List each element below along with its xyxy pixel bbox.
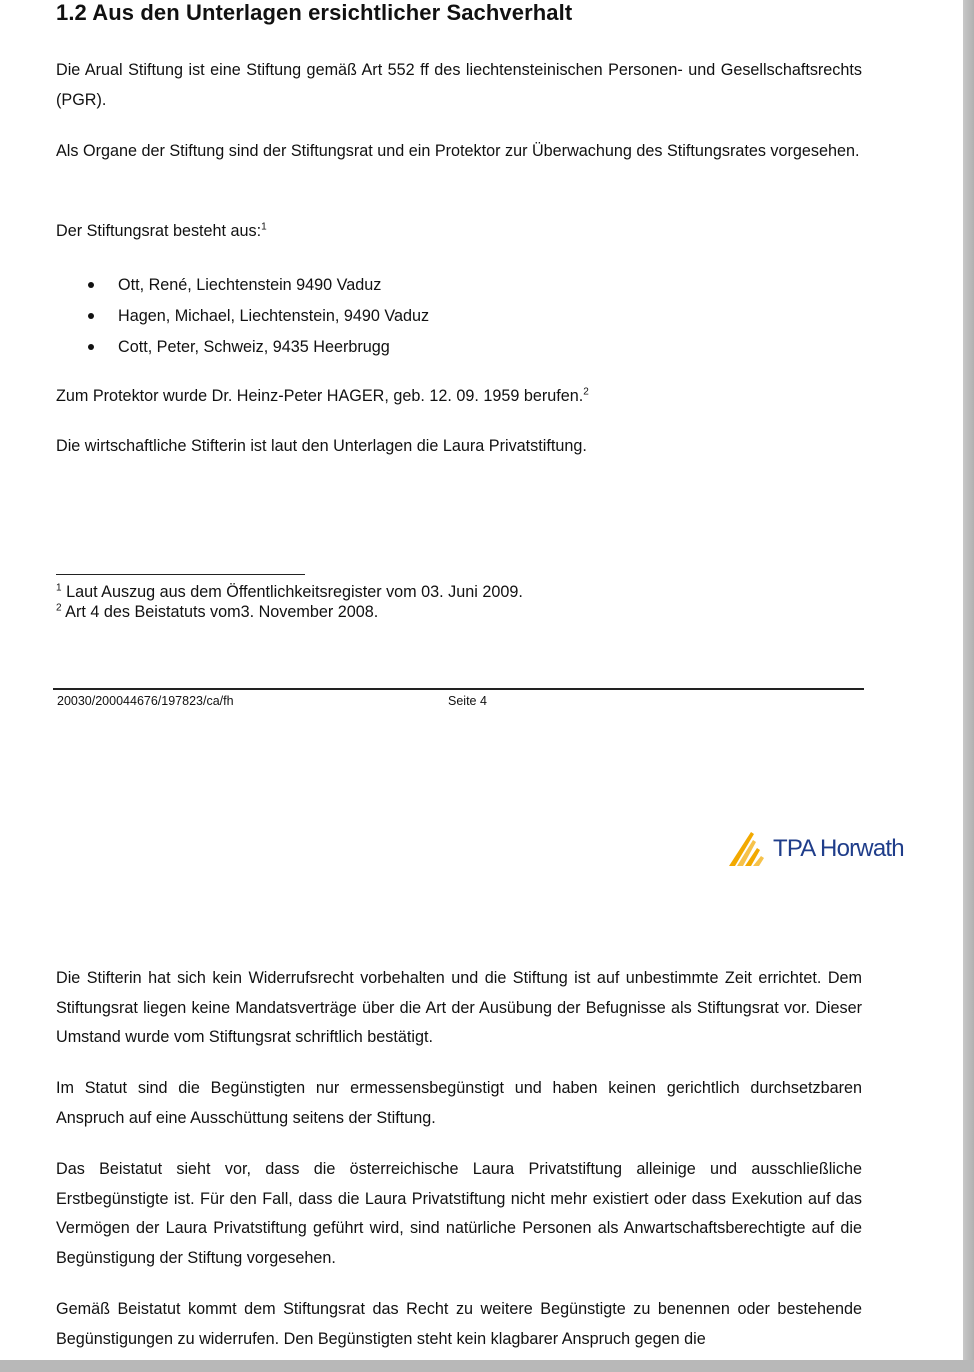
paragraph-board-rights: Gemäß Beistatut kommt dem Stiftungsrat das Recht zu weitere Begünstigte zu benennen oder bestehende Begünstigungen zu widerrufen. Den Begünstigten steht kein klagbarer Anspruch gegen die [56,1300,862,1348]
footnote-2 [56,602,378,622]
window-edge [963,0,974,1372]
paragraph-organs: Als Organe der Stiftung sind der Stiftungsrat und ein Protektor zur Überwachung des Stiftungsrates vorgesehen. [56,142,860,160]
footnote-1 [56,582,523,602]
footnote-text: Laut Auszug aus dem Öffentlichkeitsregister vom 03. Juni 2009. [66,583,523,601]
page-number: Seite 4 [448,694,487,708]
list-item [88,270,429,301]
paragraph-bystatute: Das Beistatut sieht vor, dass die österreichische Laura Privatstiftung alleinige und ausschließliche Erstbegünstigte ist. Für den Fall, dass die Laura Privatstiftung nicht mehr existiert oder dass Exekution auf das Vermögen der Laura Privatstiftung geführt wird, sind natürliche Personen als Anwartschaftsberechtigte auf die Begünstigung der Stiftung vorgesehen. [56,1160,862,1267]
paragraph-protector [56,382,862,412]
bullet-icon [88,313,94,319]
paragraph-beneficiaries: Im Statut sind die Begünstigten nur ermessensbegünstigt und haben keinen gerichtlich durchsetzbaren Anspruch auf eine Ausschüttung seitens der Stiftung. [56,1079,862,1127]
paragraph-founder: Die wirtschaftliche Stifterin ist laut den Unterlagen die Laura Privatstiftung. [56,437,587,455]
footnote-ref-2[interactable]: 2 [583,386,589,398]
window-bottom-edge [0,1360,974,1372]
company-logo [727,830,904,868]
document-reference: 20030/200044676/197823/ca/fh [57,694,234,708]
board-member: Cott, Peter, Schweiz, 9435 Heerbrugg [118,338,390,356]
board-intro-text: Der Stiftungsrat besteht aus: [56,222,262,240]
horwath-sail-icon [727,830,769,868]
board-member-list [88,270,429,363]
footnote-text: Art 4 des Beistatuts vom3. November 2008. [65,603,379,621]
footer-divider [53,688,864,690]
section-heading: 1.2 Aus den Unterlagen ersichtlicher Sachverhalt [56,0,573,25]
paragraph-revocation: Die Stifterin hat sich kein Widerrufsrecht vorbehalten und die Stiftung ist auf unbestimmte Zeit errichtet. Dem Stiftungsrat liegen keine Mandatsverträge über die Art der Ausübung der Befugnisse als Stiftungsrat vor. Dieser Umstand wurde vom Stiftungsrat schriftlich bestätigt. [56,969,862,1046]
bullet-icon [88,282,94,288]
list-item [88,332,429,363]
footnote-ref-1[interactable]: 1 [261,221,267,233]
protector-text: Zum Protektor wurde Dr. Heinz-Peter HAGER, geb. 12. 09. 1959 berufen. [56,387,584,405]
list-item [88,301,429,332]
bullet-icon [88,344,94,350]
footnote-divider [56,574,305,575]
footnote-number: 1 [56,582,62,594]
footnote-number: 2 [56,602,62,614]
logo-text: TPA Horwath [773,835,904,862]
paragraph-board-intro [56,217,862,247]
board-member: Hagen, Michael, Liechtenstein, 9490 Vaduz [118,307,430,325]
paragraph-legal-form: Die Arual Stiftung ist eine Stiftung gemäß Art 552 ff des liechtensteinischen Personen- und Gesellschaftsrechts (PGR). [56,61,862,109]
board-member: Ott, René, Liechtenstein 9490 Vaduz [118,276,382,294]
